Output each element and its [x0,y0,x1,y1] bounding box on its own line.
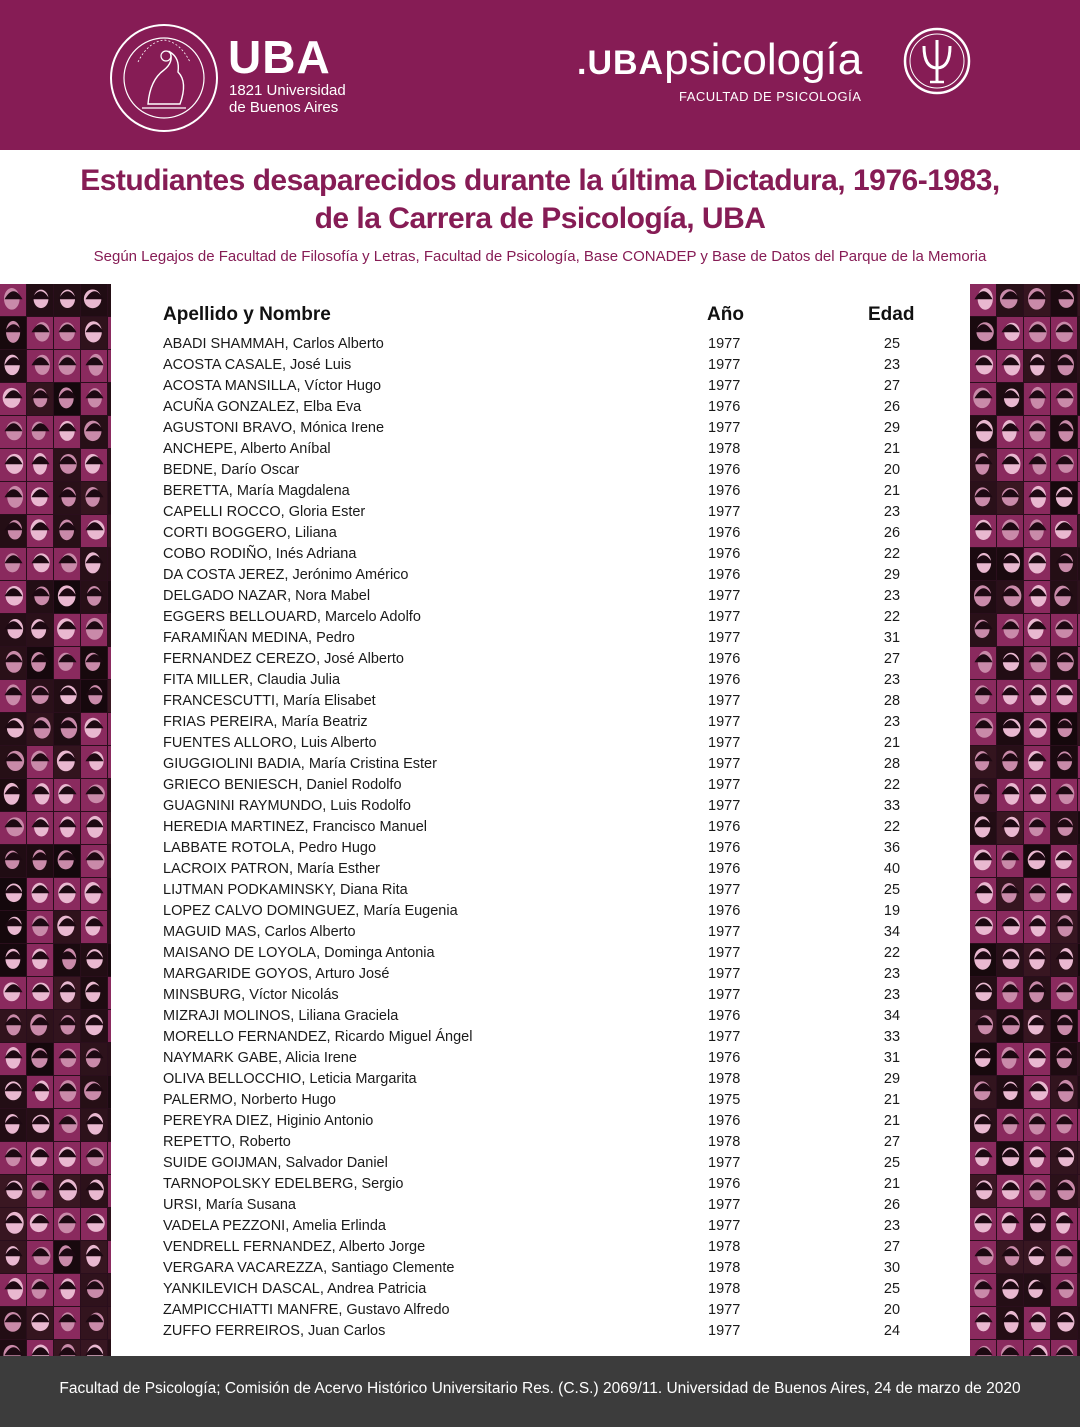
student-age: 33 [883,798,901,814]
table-row [0,670,1080,691]
disappearance-year: 1976 [708,819,741,835]
table-row [0,796,1080,817]
student-age: 27 [883,378,901,394]
table-row [0,1174,1080,1195]
disappearance-year: 1977 [708,504,741,520]
table-row [0,607,1080,628]
table-row [0,691,1080,712]
student-age: 21 [883,441,901,457]
column-header-year: Año [707,304,744,325]
table-row [0,859,1080,880]
student-name: YANKILEVICH DASCAL, Andrea Patricia [163,1281,427,1297]
student-age: 22 [883,945,901,961]
student-name: ZUFFO FERREIROS, Juan Carlos [163,1323,386,1339]
psicologia-brand [577,35,863,84]
student-age: 27 [883,1239,901,1255]
student-name: VERGARA VACAREZZA, Santiago Clemente [163,1260,455,1276]
table-row [0,649,1080,670]
table-row [0,943,1080,964]
student-name: FRIAS PEREIRA, María Beatriz [163,714,368,730]
disappearance-year: 1976 [708,861,741,877]
student-name: OLIVA BELLOCCHIO, Leticia Margarita [163,1071,417,1087]
student-name: SUIDE GOIJMAN, Salvador Daniel [163,1155,388,1171]
table-row [0,922,1080,943]
disappearance-year: 1976 [708,546,741,562]
student-age: 22 [883,777,901,793]
disappearance-year: 1978 [708,441,741,457]
student-age: 21 [883,483,901,499]
disappearance-year: 1976 [708,1113,741,1129]
table-row [0,439,1080,460]
table-row [0,1237,1080,1258]
table-row [0,502,1080,523]
disappearance-year: 1977 [708,924,741,940]
student-age: 19 [883,903,901,919]
table-row [0,1111,1080,1132]
student-age: 25 [883,1281,901,1297]
disappearance-year: 1977 [708,357,741,373]
disappearance-year: 1976 [708,1008,741,1024]
student-age: 23 [883,504,901,520]
column-header-name: Apellido y Nombre [163,304,331,325]
disappearance-year: 1977 [708,1029,741,1045]
disappearance-year: 1976 [708,525,741,541]
disappearance-year: 1977 [708,1197,741,1213]
table-row [0,1300,1080,1321]
disappearance-year: 1977 [708,714,741,730]
student-age: 23 [883,714,901,730]
student-name: MIZRAJI MOLINOS, Liliana Graciela [163,1008,399,1024]
student-age: 27 [883,1134,901,1150]
student-age: 26 [883,1197,901,1213]
uba-name-line: de Buenos Aires [229,99,339,116]
table-row [0,880,1080,901]
student-name: EGGERS BELLOUARD, Marcelo Adolfo [163,609,421,625]
disappearance-year: 1976 [708,399,741,415]
student-name: REPETTO, Roberto [163,1134,291,1150]
disappearance-year: 1975 [708,1092,741,1108]
disappearance-year: 1976 [708,903,741,919]
uba-logo-text: UBA [228,31,331,83]
student-name: CORTI BOGGERO, Liliana [163,525,337,541]
student-name: DELGADO NAZAR, Nora Mabel [163,588,371,604]
student-age: 30 [883,1260,901,1276]
table-row [0,1321,1080,1342]
disappearance-year: 1976 [708,1176,741,1192]
table-row [0,1048,1080,1069]
table-row [0,1279,1080,1300]
table-row [0,985,1080,1006]
student-name: FITA MILLER, Claudia Julia [163,672,341,688]
student-name: FERNANDEZ CEREZO, José Alberto [163,651,404,667]
disappearance-year: 1977 [708,756,741,772]
table-row [0,964,1080,985]
student-name: ACUÑA GONZALEZ, Elba Eva [163,399,362,415]
student-age: 22 [883,609,901,625]
table-row [0,1258,1080,1279]
table-row [0,1090,1080,1111]
student-name: GUAGNINI RAYMUNDO, Luis Rodolfo [163,798,411,814]
student-age: 26 [883,525,901,541]
student-age: 28 [883,756,901,772]
disappearance-year: 1978 [708,1281,741,1297]
disappearance-year: 1977 [708,378,741,394]
table-row [0,355,1080,376]
table-row [0,1027,1080,1048]
disappearance-year: 1978 [708,1071,741,1087]
student-name: AGUSTONI BRAVO, Mónica Irene [163,420,385,436]
disappearance-year: 1976 [708,1050,741,1066]
disappearance-year: 1976 [708,672,741,688]
student-age: 23 [883,1218,901,1234]
disappearance-year: 1977 [708,777,741,793]
brand-prefix: .UBA [577,44,665,82]
student-age: 23 [883,672,901,688]
student-name: VADELA PEZZONI, Amelia Erlinda [163,1218,386,1234]
student-name: HEREDIA MARTINEZ, Francisco Manuel [163,819,428,835]
student-name: DA COSTA JEREZ, Jerónimo Américo [163,567,409,583]
student-name: URSI, María Susana [163,1197,296,1213]
student-name: BERETTA, María Magdalena [163,483,350,499]
disappearance-year: 1977 [708,609,741,625]
disappearance-year: 1977 [708,1302,741,1318]
uba-year-line: 1821 Universidad [229,82,346,99]
disappearance-year: 1976 [708,483,741,499]
column-header-age: Edad [868,304,915,325]
table-row [0,418,1080,439]
brand-subtitle: FACULTAD DE PSICOLOGÍA [679,89,862,104]
student-name: MARGARIDE GOYOS, Arturo José [163,966,390,982]
student-age: 34 [883,1008,901,1024]
disappearance-year: 1977 [708,735,741,751]
disappearance-year: 1978 [708,1239,741,1255]
student-age: 24 [883,1323,901,1339]
table-row [0,817,1080,838]
table-row [0,544,1080,565]
disappearance-year: 1977 [708,693,741,709]
student-name: LACROIX PATRON, María Esther [163,861,381,877]
student-age: 29 [883,420,901,436]
disappearance-year: 1977 [708,630,741,646]
student-name: CAPELLI ROCCO, Gloria Ester [163,504,366,520]
student-name: FUENTES ALLORO, Luis Alberto [163,735,377,751]
student-age: 27 [883,651,901,667]
disappearance-year: 1978 [708,1134,741,1150]
student-name: LABBATE ROTOLA, Pedro Hugo [163,840,377,856]
student-age: 20 [883,1302,901,1318]
title-area [0,150,1080,284]
table-row [0,733,1080,754]
student-age: 33 [883,1029,901,1045]
student-age: 29 [883,567,901,583]
table-row [0,1069,1080,1090]
student-name: FARAMIÑAN MEDINA, Pedro [163,630,355,646]
header-band [0,0,1080,150]
student-age: 23 [883,987,901,1003]
student-name: COBO RODIÑO, Inés Adriana [163,546,357,562]
disappearance-year: 1977 [708,336,741,352]
student-age: 21 [883,1176,901,1192]
table-row [0,376,1080,397]
student-name: LOPEZ CALVO DOMINGUEZ, María Eugenia [163,903,458,919]
table-row [0,565,1080,586]
student-name: FRANCESCUTTI, María Elisabet [163,693,376,709]
student-age: 25 [883,336,901,352]
student-name: VENDRELL FERNANDEZ, Alberto Jorge [163,1239,426,1255]
student-name: ANCHEPE, Alberto Aníbal [163,441,331,457]
disappearance-year: 1977 [708,798,741,814]
student-name: ABADI SHAMMAH, Carlos Alberto [163,336,384,352]
psi-icon [902,26,972,96]
student-name: ACOSTA CASALE, José Luis [163,357,352,373]
table-row [0,481,1080,502]
student-age: 28 [883,693,901,709]
page-subtitle: Según Legajos de Facultad de Filosofía y Letras, Facultad de Psicología, Base CONADEP y Base de Datos del Parque de la Memoria [93,248,987,265]
disappearance-year: 1976 [708,462,741,478]
student-age: 21 [883,1092,901,1108]
table-row [0,901,1080,922]
table-row [0,754,1080,775]
table-row [0,586,1080,607]
student-age: 31 [883,630,901,646]
student-name: LIJTMAN PODKAMINSKY, Diana Rita [163,882,408,898]
student-name: PALERMO, Norberto Hugo [163,1092,336,1108]
disappearance-year: 1976 [708,840,741,856]
table-row [0,1132,1080,1153]
table-row [0,460,1080,481]
student-age: 25 [883,1155,901,1171]
disappearance-year: 1977 [708,1323,741,1339]
student-name: PEREYRA DIEZ, Higinio Antonio [163,1113,374,1129]
student-name: NAYMARK GABE, Alicia Irene [163,1050,357,1066]
disappearance-year: 1976 [708,567,741,583]
footer-band [0,1356,1080,1427]
table-row [0,523,1080,544]
disappearance-year: 1977 [708,882,741,898]
table-row [0,712,1080,733]
disappearance-year: 1977 [708,987,741,1003]
student-name: GRIECO BENIESCH, Daniel Rodolfo [163,777,402,793]
table-row [0,1195,1080,1216]
disappearance-year: 1978 [708,1260,741,1276]
student-age: 20 [883,462,901,478]
student-name: MAGUID MAS, Carlos Alberto [163,924,356,940]
disappearance-year: 1977 [708,420,741,436]
student-age: 22 [883,546,901,562]
student-name: TARNOPOLSKY EDELBERG, Sergio [163,1176,404,1192]
student-age: 31 [883,1050,901,1066]
table-row [0,838,1080,859]
table-row [0,1216,1080,1237]
student-age: 29 [883,1071,901,1087]
student-age: 22 [883,819,901,835]
student-age: 36 [883,840,901,856]
student-name: ZAMPICCHIATTI MANFRE, Gustavo Alfredo [163,1302,450,1318]
student-age: 26 [883,399,901,415]
student-age: 23 [883,588,901,604]
student-name: BEDNE, Darío Oscar [163,462,300,478]
student-age: 21 [883,1113,901,1129]
student-name: MINSBURG, Víctor Nicolás [163,987,339,1003]
page-title-line1: Estudiantes desaparecidos durante la última Dictadura, 1976-1983, [80,164,1000,197]
uba-seal-icon [108,22,220,134]
table-row [0,1153,1080,1174]
table-row [0,775,1080,796]
table-row [0,334,1080,355]
student-age: 21 [883,735,901,751]
student-age: 23 [883,357,901,373]
student-name: ACOSTA MANSILLA, Víctor Hugo [163,378,382,394]
student-name: MORELLO FERNANDEZ, Ricardo Miguel Ángel [163,1029,473,1045]
student-age: 25 [883,882,901,898]
student-age: 40 [883,861,901,877]
disappearance-year: 1977 [708,1218,741,1234]
student-age: 34 [883,924,901,940]
student-name: MAISANO DE LOYOLA, Dominga Antonia [163,945,435,961]
page-title-line2: de la Carrera de Psicología, UBA [314,202,766,235]
student-age: 23 [883,966,901,982]
table-row [0,1006,1080,1027]
disappearance-year: 1976 [708,651,741,667]
disappearance-year: 1977 [708,588,741,604]
brand-word: psicología [664,35,863,84]
table-row [0,628,1080,649]
student-name: GIUGGIOLINI BADIA, María Cristina Ester [163,756,437,772]
disappearance-year: 1977 [708,945,741,961]
disappearance-year: 1977 [708,966,741,982]
table-row [0,397,1080,418]
disappearance-year: 1977 [708,1155,741,1171]
footer-text: Facultad de Psicología; Comisión de Acervo Histórico Universitario Res. (C.S.) 2069/11. Universidad de Buenos Aires, 24 de marzo de 2020 [59,1380,1021,1397]
